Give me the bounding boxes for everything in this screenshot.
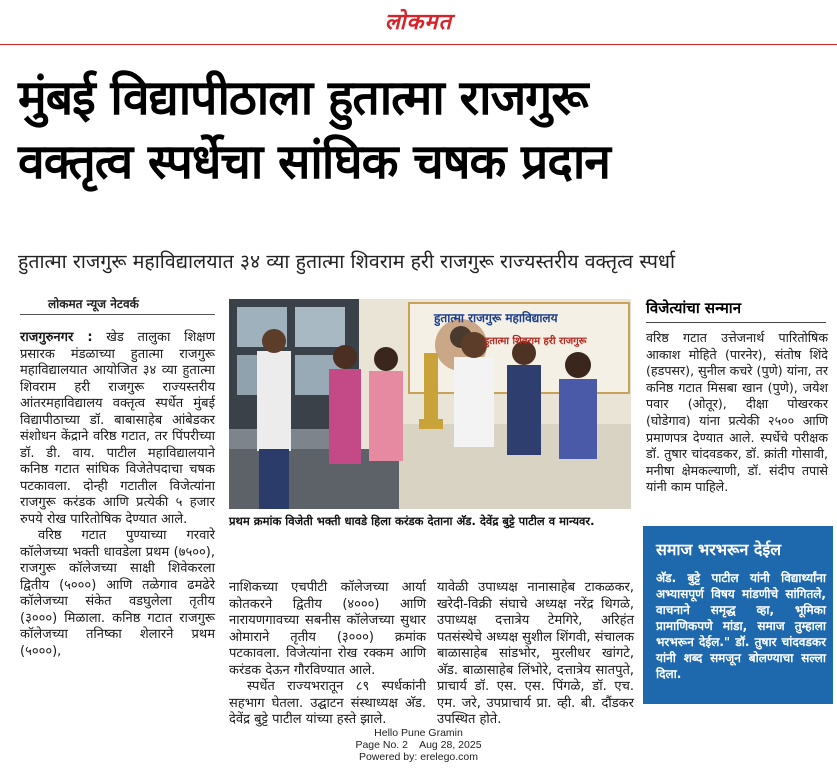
masthead bbox=[0, 6, 837, 36]
subheadline: हुतात्मा राजगुरू महाविद्यालयात ३४ व्या हुतात्मा शिवराम हरी राजगुरू राज्यस्तरीय वक्तृत्व स्पर्धा bbox=[18, 250, 676, 273]
headline-line-2: वक्तृत्व स्पर्धेचा सांघिक चषक प्रदान bbox=[18, 134, 610, 190]
masthead-logo: लोकमत bbox=[384, 10, 453, 35]
sidebar-body: अ‍ॅड. बुट्टे पाटील यांनी विद्यार्थ्यांना अभ्यासपूर्ण विषय मांडणीचे सांगितले, वाचनाने समृद्ध व्हा, भूमिका प्रामाणिकपणे मांडा, समाज तुम्हाला भरभरून देईल." डॉ. तुषार चांदवडकर यांनी शब्द समजून बोलण्याचा सल्ला दिला. bbox=[656, 571, 826, 681]
photo-banner-line-1: हुतात्मा राजगुरू महाविद्यालय bbox=[434, 311, 558, 325]
winners-body: वरिष्ठ गटात उत्तेजनार्थ पारितोषिक आकाश मोहिते (पारनेर), संतोष शिंदे (हडपसर), सुनील कचरे (पुणे) यांना, तर कनिष्ठ गटात मिसबा खान (पुणे), जयेश पवार (ओतूर), दीक्षा पोखरकर (घोडेगाव) यांना प्रत्येकी २५०० आणि प्रमाणपत्र देण्यात आले. स्पर्धेचे परीक्षक डॉ. तुषार चांदवडकर, डॉ. क्रांती गोसावी, मनीषा क्षेमकल्याणी, डॉ. संदीप तपासे यांनी काम पाहिले. bbox=[646, 330, 828, 495]
article-column-2 bbox=[229, 580, 426, 729]
photo-banner-line-2: हुतात्मा शिवराम हरी राजगुरू bbox=[484, 336, 587, 347]
footer-powered-by: Powered by: erelego.com bbox=[358, 751, 479, 763]
byline: लोकमत न्यूज नेटवर्क bbox=[48, 297, 139, 311]
article-paragraph: राजगुरुनगर : खेड तालुका शिक्षण प्रसारक मंडळाच्या हुतात्मा राजगुरू महाविद्यालयात आयोजित ३४ व्या हुतात्मा शिवराम हरी राजगुरू राज्यस्तरीय आंतरमहाविद्यालय वक्तृत्व स्पर्धेत मुंबई विद्यापीठाच्या डॉ. बाबासाहेब आंबेडकर संशोधन केंद्राने वरिष्ठ गटात, तर पिंपरीच्या डॉ. डी. वाय. पाटील महाविद्यालयाने कनिष्ठ गटात सांघिक विजेतेपदाचा चषक पटकावला. दोन्ही गटातील विजेत्यांना राजगुरू करंडक आणि प्रत्येकी ५ हजार रुपये रोख पारितोषिक देण्यात आले. bbox=[20, 330, 216, 527]
headline bbox=[18, 66, 823, 194]
footer-edition: Hello Pune Gramin bbox=[374, 727, 463, 739]
masthead-rule bbox=[0, 44, 837, 45]
winners-title: विजेत्यांचा सन्मान bbox=[646, 298, 826, 323]
article-column-1 bbox=[20, 330, 215, 660]
byline-rule bbox=[20, 314, 215, 315]
sidebar-title: समाज भरभरून देईल bbox=[656, 540, 782, 559]
photo-caption: प्रथम क्रमांक विजेती भक्ती धावडे हिला करंडक देताना अ‍ॅड. देवेंद्र बुट्टे पाटील व मान्यवर. bbox=[229, 514, 595, 528]
dateline: राजगुरुनगर : bbox=[20, 330, 93, 345]
headline-line-1: मुंबई विद्यापीठाला हुतात्मा राजगुरू bbox=[18, 70, 588, 126]
footer-page-date: Page No. 2 Aug 28, 2025 bbox=[355, 739, 482, 751]
page-footer bbox=[0, 727, 837, 763]
news-photo bbox=[229, 299, 631, 509]
article-paragraph: स्पर्धेत राज्यभरातून ८९ स्पर्धकांनी सहभाग घेतला. उद्घाटन संस्थाध्यक्ष अ‍ॅड. देवेंद्र बुट्टे पाटील यांच्या हस्ते झाले. bbox=[229, 679, 426, 727]
photo-illustration bbox=[229, 299, 631, 509]
article-column-3 bbox=[437, 580, 634, 729]
article-paragraph: नाशिकच्या एचपीटी कॉलेजच्या आर्या कोतकरने द्वितीय (४०००) आणि नारायणगावच्या सबनीस कॉलेजच्या सुथार ओमाराने तृतीय (३०००) क्रमांक पटकावला. विजेत्यांना रोख रक्कम आणि करंडक देऊन गौरविण्यात आले. bbox=[229, 580, 426, 678]
article-paragraph: यावेळी उपाध्यक्ष नानासाहेब टाकळकर, खरेदी-विक्री संघाचे अध्यक्ष नरेंद्र थिगळे, उपाध्यक्ष दत्तात्रेय टेमगिरे, अरिहंत पतसंस्थेचे अध्यक्ष सुशील शिंगवी, संचालक बाळासाहेब सांडभोर, मुरलीधर खांगटे, अ‍ॅड. बाळासाहेब लिंभोरे, दत्तात्रेय सातपुते, प्राचार्य डॉ. एस. एस. पिंगळे, डॉ. एच. एम. जरे, उपप्राचार्य प्रा. व्ही. बी. दौंडकर उपस्थित होते. bbox=[437, 580, 634, 727]
article-paragraph: वरिष्ठ गटात पुण्याच्या गरवारे कॉलेजच्या भक्ती धावडेला प्रथम (७५००), राजगुरू कॉलेजच्या साक्षी शिवेकरला द्वितीय (५०००) आणि तळेगाव ढमढेरे कॉलेजच्या संकेत वडघुलेला तृतीय (३०००) मिळाला. कनिष्ठ गटात राजगुरू कॉलेजच्या तनिष्का शेलारने प्रथम (५०००), bbox=[20, 528, 215, 659]
